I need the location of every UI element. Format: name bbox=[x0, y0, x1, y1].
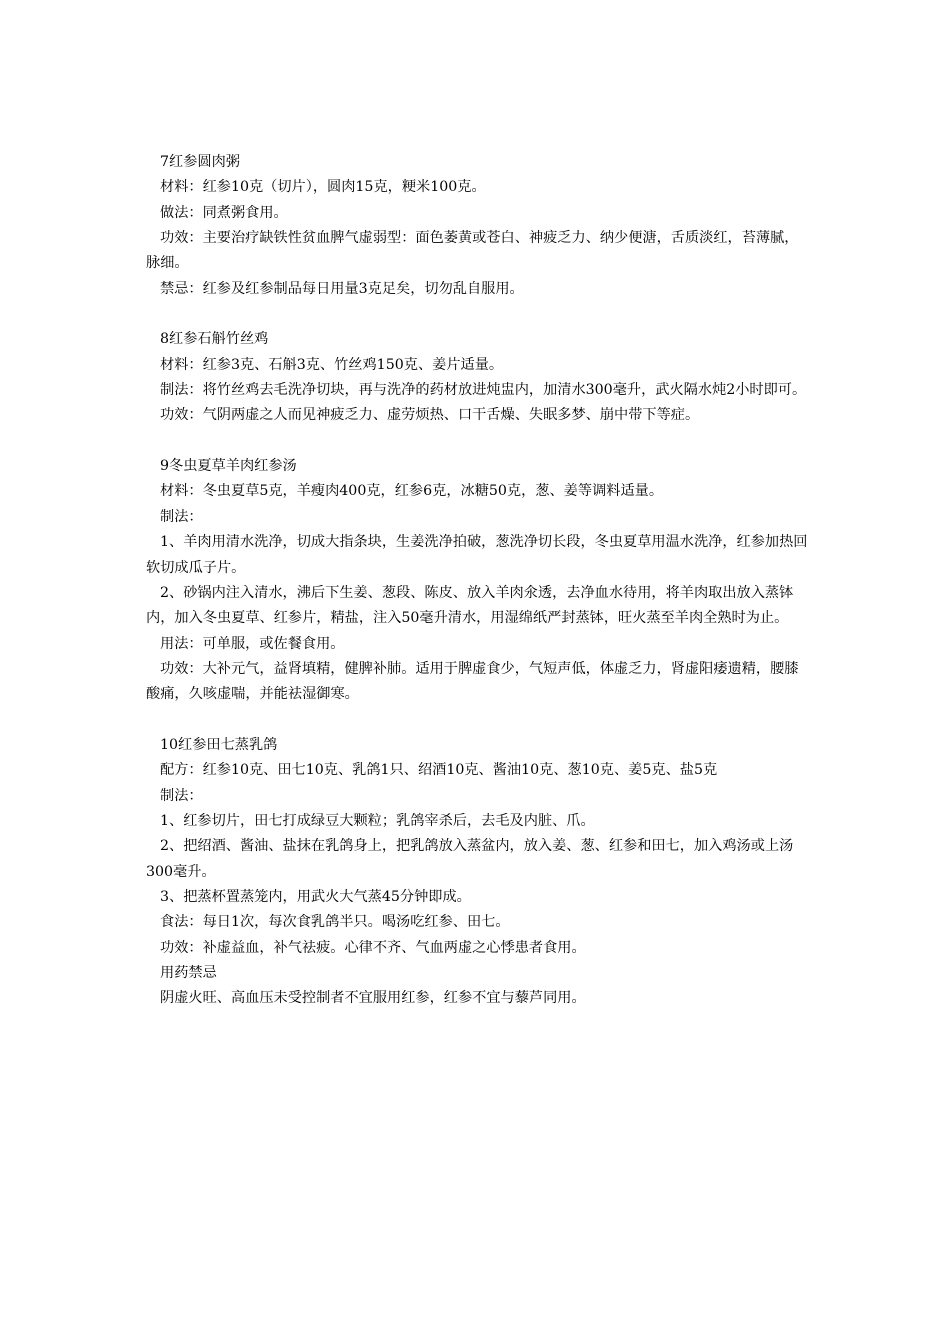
method-step: 3、把蒸杯置蒸笼内，用武火大气蒸45分钟即成。 bbox=[160, 888, 471, 905]
ingredients-line: 材料：冬虫夏草5克，羊瘦肉400克，红参6克，冰糖50克，葱、姜等调料适量。 bbox=[160, 483, 664, 500]
efficacy-line: 功效：主要治疗缺铁性贫血脾气虚弱型：面色萎黄或苍白、神疲乏力、纳少便溏，舌质淡红，苔薄腻，脉细。 bbox=[146, 230, 799, 272]
usage-line: 用法：可单服，或佐餐食用。 bbox=[160, 635, 345, 652]
method-step: 2、砂锅内注入清水，沸后下生姜、葱段、陈皮、放入羊肉氽透，去净血水待用，将羊肉取出放入蒸钵内，加入冬虫夏草、红参片，精盐，注入50毫升清水，用湿绵纸严封蒸钵，旺火蒸至羊肉全熟时为止。 bbox=[146, 584, 794, 627]
recipe-section-7 bbox=[146, 150, 812, 302]
method-line: 制法：将竹丝鸡去毛洗净切块，再与洗净的药材放进炖盅内，加清水300毫升，武火隔水炖2小时即可。 bbox=[160, 382, 807, 399]
ingredients-line: 材料：红参3克、石斛3克、竹丝鸡150克、姜片适量。 bbox=[160, 356, 504, 373]
document-page bbox=[146, 150, 812, 1012]
contraindication-heading: 用药禁忌 bbox=[160, 965, 217, 981]
method-heading: 制法： bbox=[160, 508, 203, 525]
method-heading: 制法： bbox=[160, 787, 203, 804]
efficacy-line: 功效：大补元气，益肾填精，健脾补肺。适用于脾虚食少，气短声低，体虚乏力，肾虚阳痿遗精，腰膝酸痛，久咳虚喘，并能祛湿御寒。 bbox=[146, 660, 799, 703]
recipe-title: 9冬虫夏草羊肉红参汤 bbox=[160, 458, 297, 475]
recipe-title: 7红参圆肉粥 bbox=[160, 154, 240, 170]
contraindication-line: 禁忌：红参及红参制品每日用量3克足矣，切勿乱自服用。 bbox=[160, 280, 524, 297]
method-step: 1、羊肉用清水洗净，切成大指条块，生姜洗净拍破，葱洗净切长段，冬虫夏草用温水洗净，红参加热回软切成瓜子片。 bbox=[146, 534, 808, 576]
method-line: 做法：同煮粥食用。 bbox=[160, 204, 288, 221]
ingredients-line: 材料：红参10克（切片），圆肉15克，粳米100克。 bbox=[160, 179, 486, 196]
recipe-section-9 bbox=[146, 454, 812, 707]
method-step: 2、把绍酒、酱油、盐抹在乳鸽身上，把乳鸽放入蒸盆内，放入姜、葱、红参和田七，加入鸡汤或上汤300毫升。 bbox=[146, 838, 794, 880]
recipe-title: 10红参田七蒸乳鸽 bbox=[160, 736, 278, 753]
efficacy-line: 功效：补虚益血，补气祛疲。心律不齐、气血两虚之心悸患者食用。 bbox=[160, 939, 586, 956]
efficacy-line: 功效：气阴两虚之人而见神疲乏力、虚劳烦热、口干舌燥、失眠多梦、崩中带下等症。 bbox=[160, 407, 700, 424]
dosage-line: 食法：每日1次，每次食乳鸽半只。喝汤吃红参、田七。 bbox=[160, 914, 510, 931]
method-step: 1、红参切片，田七打成绿豆大颗粒；乳鸽宰杀后，去毛及内脏、爪。 bbox=[160, 812, 595, 829]
section-spacer bbox=[146, 708, 812, 733]
recipe-title: 8红参石斛竹丝鸡 bbox=[160, 331, 269, 348]
contraindication-line: 阴虚火旺、高血压未受控制者不宜服用红参，红参不宜与藜芦同用。 bbox=[160, 990, 586, 1007]
section-spacer bbox=[146, 302, 812, 327]
section-spacer bbox=[146, 429, 812, 454]
recipe-section-8 bbox=[146, 327, 812, 428]
recipe-section-10 bbox=[146, 733, 812, 1012]
formula-line: 配方：红参10克、田七10克、乳鸽1只、绍酒10克、酱油10克、葱10克、姜5克、盐5克 bbox=[160, 762, 718, 779]
